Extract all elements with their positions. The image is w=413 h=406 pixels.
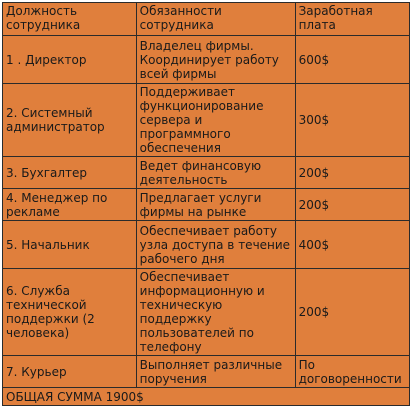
row-salary: 200$: [295, 269, 409, 356]
header-row: [3, 3, 410, 36]
row-salary: 200$: [295, 157, 409, 189]
row-position: 6. Служба технической поддержки (2 человека): [3, 269, 137, 356]
row-duties: Выполняет различные поручения: [136, 356, 295, 388]
total-row: [3, 388, 410, 406]
row-duties: Обеспечивает информационную и техническую поддержку пользователей по телефону: [136, 269, 295, 356]
row-duties: Обеспечивает работу узла доступа в течение рабочего дня: [136, 221, 295, 269]
row-position: 7. Курьер: [3, 356, 137, 388]
header-duties: Обязанности сотрудника: [136, 3, 295, 36]
row-duties: Поддерживает функционирование сервера и программного обеспечения: [136, 84, 295, 157]
row-position: 5. Начальник: [3, 221, 137, 269]
total-sum: ОБЩАЯ СУММА 1900$: [3, 388, 410, 406]
table-row: [3, 36, 410, 84]
row-duties: Ведет финансовую деятельность: [136, 157, 295, 189]
table-row: [3, 356, 410, 388]
header-position: Должность сотрудника: [3, 3, 137, 36]
header-salary: Заработная плата: [295, 3, 409, 36]
table-row: [3, 157, 410, 189]
row-salary: 200$: [295, 189, 409, 221]
row-salary: По договоренности: [295, 356, 409, 388]
row-position: 3. Бухгалтер: [3, 157, 137, 189]
row-position: 2. Системный администратор: [3, 84, 137, 157]
row-salary: 300$: [295, 84, 409, 157]
table-row: [3, 221, 410, 269]
row-duties: Владелец фирмы. Координирует работу всей фирмы: [136, 36, 295, 84]
row-position: 4. Менеджер по рекламе: [3, 189, 137, 221]
table-row: [3, 189, 410, 221]
row-salary: 400$: [295, 221, 409, 269]
table-row: [3, 84, 410, 157]
row-duties: Предлагает услуги фирмы на рынке: [136, 189, 295, 221]
staff-salary-table: [2, 2, 410, 406]
row-position: 1 . Директор: [3, 36, 137, 84]
table-row: [3, 269, 410, 356]
row-salary: 600$: [295, 36, 409, 84]
